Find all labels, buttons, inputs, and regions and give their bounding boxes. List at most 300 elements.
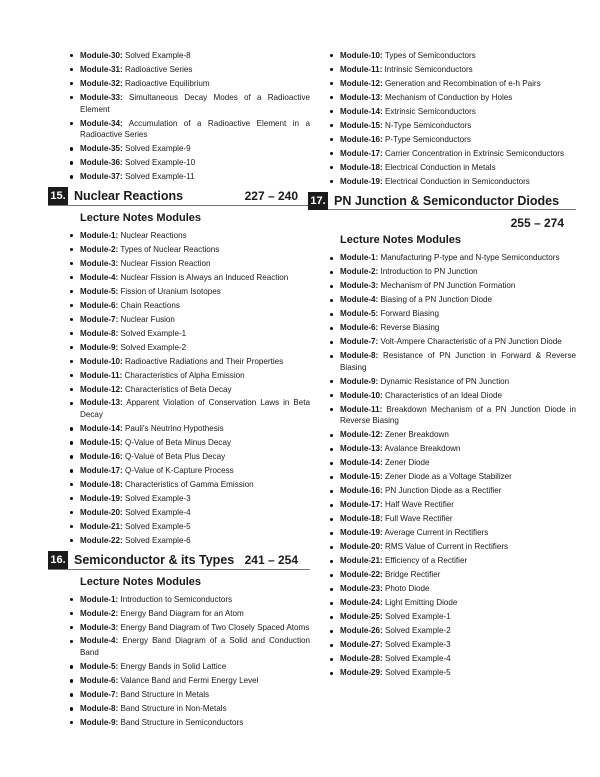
module-separator: : [380, 444, 383, 454]
module-item [48, 703, 310, 715]
module-item [48, 244, 310, 256]
module-item [308, 266, 576, 278]
module-separator: : [375, 253, 379, 263]
module-separator: : [380, 668, 383, 678]
module-separator: : [120, 507, 123, 517]
module-code: Module-10 [80, 356, 121, 366]
module-separator: : [115, 258, 119, 268]
module-list [48, 50, 310, 183]
module-code: Module-20 [80, 507, 121, 517]
module-separator: : [120, 384, 123, 394]
module-code: Module-17 [340, 148, 381, 158]
module-text: Band Structure in Semiconductors [120, 718, 244, 727]
module-text: Introduction to Semiconductors [120, 594, 233, 604]
module-item [308, 308, 576, 320]
module-separator: : [375, 351, 379, 361]
module-item [48, 594, 310, 606]
module-code: Module-11 [340, 404, 380, 414]
module-item [308, 92, 576, 104]
module-text: Average Current in Rectifiers [384, 528, 489, 538]
module-item [48, 479, 310, 491]
module-separator: : [380, 570, 383, 580]
module-separator: : [380, 514, 383, 524]
module-item [48, 717, 310, 729]
module-item [308, 667, 576, 679]
chapter-title: Semiconductor & its Types [74, 553, 235, 568]
module-item [308, 404, 576, 427]
module-separator: : [380, 92, 383, 102]
module-code: Module-7 [340, 337, 376, 347]
module-item [308, 50, 576, 62]
module-item [48, 328, 310, 340]
module-separator: : [375, 337, 379, 347]
module-text: Mechanism of Conduction by Holes [384, 92, 513, 102]
module-item [308, 653, 576, 665]
module-text: Characteristics of Gamma Emission [124, 480, 254, 489]
module-item [308, 471, 576, 483]
module-code: Module-13 [340, 444, 381, 454]
module-text: Characteristics of Alpha Emission [124, 370, 245, 380]
module-separator: : [380, 486, 383, 496]
module-text: RMS Value of Current in Rectifiers [384, 542, 509, 552]
module-item [308, 280, 576, 292]
module-text: Band Structure in Metals [120, 690, 210, 700]
module-item [308, 597, 576, 609]
module-separator: : [115, 272, 119, 282]
module-code: Module-28 [340, 654, 381, 664]
module-separator: : [115, 244, 119, 254]
module-item [308, 639, 576, 651]
module-text: Light Emitting Diode [384, 598, 458, 608]
module-separator: : [380, 472, 383, 482]
module-text: Nuclear Reactions [120, 230, 187, 240]
module-code: Module-18 [340, 514, 381, 524]
module-separator: : [379, 404, 383, 414]
module-text: Carrier Concentration in Extrinsic Semiconductors [384, 148, 565, 158]
module-separator: : [375, 376, 379, 386]
module-item [308, 390, 576, 402]
module-text: Pauli's Neutrino Hypothesis [124, 424, 224, 434]
module-item [48, 272, 310, 284]
module-separator: : [120, 64, 123, 74]
module-list [48, 230, 310, 547]
module-text: Solved Example-3 [384, 640, 451, 650]
module-code: Module-8 [80, 328, 116, 338]
module-separator: : [120, 158, 123, 168]
module-code: Module-2 [80, 608, 116, 618]
module-list [308, 252, 576, 678]
module-code: Module-3 [80, 258, 116, 268]
module-code: Module-16 [340, 486, 381, 496]
module-item [48, 314, 310, 326]
right-column [308, 50, 576, 681]
module-item [48, 493, 310, 505]
module-text: Solved Example-5 [384, 668, 451, 678]
module-text: Energy Bands in Solid Lattice [120, 662, 227, 672]
chapter-title: PN Junction & Semiconductor Diodes [334, 193, 560, 208]
module-code: Module-9 [340, 376, 376, 386]
module-separator: : [120, 466, 123, 476]
module-item [308, 499, 576, 511]
module-code: Module-12 [340, 78, 381, 88]
module-separator: : [115, 662, 119, 672]
module-text: Energy Band Diagram of a Solid and Conduction Band [80, 636, 311, 658]
module-separator: : [380, 584, 383, 594]
module-separator: : [115, 690, 119, 700]
module-item [308, 148, 576, 160]
module-item [48, 521, 310, 533]
module-separator: : [380, 500, 383, 510]
chapter-heading [48, 552, 310, 570]
module-text: Volt-Ampere Characteristic of a PN Junction Diode [380, 337, 562, 347]
module-item [308, 134, 576, 146]
module-text: Characteristics of Beta Decay [124, 384, 232, 394]
module-code: Module-3 [340, 281, 376, 291]
module-text: Nuclear Fission Reaction [120, 258, 211, 268]
module-item [48, 661, 310, 673]
module-separator: : [380, 120, 383, 130]
module-item [48, 286, 310, 298]
module-code: Module-33 [80, 92, 121, 102]
module-separator: : [380, 542, 383, 552]
module-text: Solved Example-1 [384, 612, 451, 622]
module-code: Module-15 [80, 438, 121, 448]
module-item [48, 622, 310, 634]
module-code: Module-8 [340, 351, 376, 361]
module-item [48, 635, 310, 658]
module-separator: : [375, 267, 379, 277]
module-text: Introduction to PN Junction [380, 267, 478, 277]
module-text: Breakdown Mechanism of a PN Junction Diode in Reverse Biasing [340, 404, 577, 426]
module-code: Module-1 [80, 230, 116, 240]
module-code: Module-10 [340, 390, 381, 400]
module-text: Characteristics of an Ideal Diode [384, 390, 502, 400]
module-item [48, 535, 310, 547]
module-item [308, 294, 576, 306]
module-item [308, 485, 576, 497]
module-item [48, 78, 310, 90]
module-separator: : [120, 438, 123, 448]
module-separator: : [380, 148, 383, 158]
module-item [48, 608, 310, 620]
module-code: Module-13 [340, 92, 381, 102]
module-code: Module-8 [80, 704, 116, 714]
module-code: Module-26 [340, 626, 381, 636]
module-separator: : [380, 458, 383, 468]
module-text: Solved Example-8 [124, 51, 191, 60]
module-text: Solved Example-2 [384, 626, 451, 636]
module-code: Module-22 [340, 570, 381, 580]
module-code: Module-34 [80, 118, 121, 128]
module-text: Energy Band Diagram of Two Closely Spaced Atoms [120, 622, 310, 632]
module-separator: : [115, 342, 119, 352]
module-text: Half Wave Rectifier [384, 500, 454, 510]
module-code: Module-19 [340, 528, 381, 538]
module-code: Module-5 [80, 286, 116, 296]
module-item [48, 397, 310, 420]
module-code: Module-6 [80, 300, 116, 310]
chapter-heading [48, 188, 310, 206]
module-text: Resistance of PN Junction in Forward & Reverse Biasing [340, 351, 576, 372]
module-text: Nuclear Fusion [120, 314, 175, 324]
module-item [48, 230, 310, 242]
module-code: Module-32 [80, 78, 121, 88]
module-separator: : [380, 162, 383, 172]
module-item [308, 336, 576, 348]
module-code: Module-15 [340, 472, 381, 482]
module-separator: : [380, 640, 383, 650]
module-item [308, 625, 576, 637]
module-code: Module-18 [340, 162, 381, 172]
chapter-number: 16. [48, 551, 68, 569]
module-text: Mechanism of PN Junction Formation [380, 281, 516, 291]
module-item [308, 611, 576, 623]
module-separator: : [380, 612, 383, 622]
module-item [48, 384, 310, 396]
chapter-pages: 255 – 274 [510, 216, 564, 231]
module-text: Intrinsic Semiconductors [384, 64, 473, 74]
module-separator: : [120, 51, 123, 60]
module-code: Module-23 [340, 584, 381, 594]
module-text: Fission of Uranium Isotopes [120, 286, 221, 296]
module-text: Solved Example-6 [124, 535, 191, 545]
chapter-pages: 227 – 240 [244, 189, 298, 204]
module-text: Radioactive Equilibrium [124, 78, 210, 88]
module-code: Module-19 [80, 493, 121, 503]
module-code: Module-17 [80, 466, 121, 476]
module-list [48, 594, 310, 729]
module-text: Chain Reactions [120, 300, 180, 310]
module-code: Module-4 [80, 636, 116, 646]
module-code: Module-24 [340, 598, 381, 608]
module-separator: : [379, 64, 383, 74]
module-separator: : [380, 134, 383, 144]
module-separator: : [120, 398, 123, 408]
module-separator: : [115, 636, 119, 646]
module-code: Module-13 [80, 398, 121, 408]
module-text: Simultaneous Decay Modes of a Radioactive Element [80, 92, 311, 114]
module-text: Radioactive Radiations and Their Properties [124, 356, 284, 366]
module-separator: : [120, 92, 123, 102]
module-separator: : [380, 390, 383, 400]
module-code: Module-9 [80, 718, 116, 727]
module-item [48, 465, 310, 477]
module-item [48, 370, 310, 382]
module-separator: : [380, 51, 383, 60]
module-code: Module-21 [80, 521, 121, 531]
module-separator: : [120, 78, 123, 88]
module-code: Module-36 [80, 158, 121, 168]
lecture-notes-heading: Lecture Notes Modules [80, 211, 202, 224]
module-code: Module-16 [80, 452, 121, 462]
module-item [48, 437, 310, 449]
module-code: Module-6 [80, 676, 116, 686]
module-item [48, 171, 310, 183]
module-separator: : [120, 118, 123, 128]
module-text: Solved Example-10 [124, 158, 196, 168]
module-code: Module-4 [340, 295, 376, 305]
module-code: Module-1 [340, 253, 376, 263]
module-text: Energy Band Diagram for an Atom [120, 608, 244, 618]
module-code: Module-4 [80, 272, 116, 282]
module-item [308, 322, 576, 334]
module-separator: : [115, 286, 119, 296]
module-separator: : [380, 78, 383, 88]
module-text: Radioactive Series [124, 64, 193, 74]
module-item [48, 157, 310, 169]
module-separator: : [380, 528, 383, 538]
module-separator: : [375, 295, 379, 305]
module-code: Module-29 [340, 668, 381, 678]
module-text: Full Wave Rectifier [384, 514, 453, 524]
module-item [48, 92, 310, 115]
module-text: Q-Value of Beta Minus Decay [124, 438, 232, 448]
module-separator: : [375, 309, 379, 319]
module-code: Module-25 [340, 612, 381, 622]
module-item [48, 300, 310, 312]
module-item [308, 106, 576, 118]
module-item [308, 252, 576, 264]
module-separator: : [120, 452, 123, 462]
module-code: Module-9 [80, 342, 116, 352]
module-text: Bridge Rectifier [384, 570, 441, 580]
module-text: Efficiency of a Rectifier [384, 556, 468, 566]
lecture-notes-heading: Lecture Notes Modules [340, 234, 462, 247]
module-separator: : [119, 370, 123, 380]
module-separator: : [115, 594, 119, 604]
module-code: Module-12 [340, 430, 381, 440]
module-code: Module-6 [340, 323, 376, 333]
module-item [308, 120, 576, 132]
module-text: Solved Example-1 [120, 328, 187, 338]
module-item [48, 258, 310, 270]
module-code: Module-27 [340, 640, 381, 650]
module-code: Module-35 [80, 144, 121, 154]
module-list [308, 50, 576, 187]
module-code: Module-11 [340, 64, 380, 74]
chapter-title: Nuclear Reactions [74, 189, 184, 204]
module-text: Solved Example-9 [124, 144, 191, 154]
module-item [308, 457, 576, 469]
module-separator: : [380, 626, 383, 636]
module-item [48, 675, 310, 687]
module-separator: : [380, 430, 383, 440]
module-code: Module-16 [340, 134, 381, 144]
module-item [308, 527, 576, 539]
module-separator: : [375, 323, 379, 333]
module-separator: : [380, 106, 383, 116]
module-text: Forward Biasing [380, 309, 439, 319]
module-item [48, 356, 310, 368]
module-text: Solved Example-11 [124, 172, 195, 182]
module-separator: : [120, 424, 123, 434]
module-item [308, 555, 576, 567]
module-code: Module-17 [340, 500, 381, 510]
module-text: Solved Example-2 [120, 342, 187, 352]
module-text: Apparent Violation of Conservation Laws in Beta Decay [80, 398, 310, 420]
module-item [308, 64, 576, 76]
module-separator: : [115, 718, 119, 727]
module-item [308, 176, 576, 188]
module-text: Accumulation of a Radioactive Element in a Radioactive Series [80, 118, 310, 140]
module-separator: : [115, 608, 119, 618]
module-text: Electrical Conduction in Semiconductors [384, 176, 530, 186]
module-item [308, 513, 576, 525]
module-text: Reverse Biasing [380, 323, 440, 333]
module-separator: : [120, 521, 123, 531]
module-separator: : [120, 480, 123, 489]
module-item [48, 451, 310, 463]
module-text: Zener Diode [384, 458, 430, 468]
module-item [308, 583, 576, 595]
module-code: Module-14 [80, 424, 121, 434]
module-item [48, 64, 310, 76]
module-code: Module-7 [80, 690, 116, 700]
module-code: Module-15 [340, 120, 381, 130]
module-text: Types of Nuclear Reactions [120, 244, 220, 254]
module-text: Zener Breakdown [384, 430, 449, 440]
module-text: Generation and Recombination of e-h Pairs [384, 78, 541, 88]
module-code: Module-1 [80, 594, 116, 604]
chapter-number: 15. [48, 187, 68, 205]
module-text: Manufacturing P-type and N-type Semiconductors [380, 253, 560, 263]
chapter-number: 17. [308, 192, 328, 210]
module-item [48, 143, 310, 155]
module-text: Solved Example-4 [124, 507, 191, 517]
module-item [48, 423, 310, 435]
module-separator: : [120, 172, 123, 182]
module-code: Module-20 [340, 542, 381, 552]
module-separator: : [115, 622, 119, 632]
module-text: Dynamic Resistance of PN Junction [380, 376, 510, 386]
chapter-heading [308, 192, 576, 210]
module-code: Module-19 [340, 176, 381, 186]
chapter-pages: 241 – 254 [244, 553, 298, 568]
module-item [308, 541, 576, 553]
module-text: Electrical Conduction in Metals [384, 162, 496, 172]
module-item [48, 118, 310, 141]
module-code: Module-21 [340, 556, 381, 566]
module-text: Photo Diode [384, 584, 430, 594]
module-separator: : [120, 356, 123, 366]
module-text: Nuclear Fission is Always an Induced Reaction [120, 272, 289, 282]
module-separator: : [115, 676, 119, 686]
module-text: Q-Value of K-Capture Process [124, 466, 234, 476]
module-text: Biasing of a PN Junction Diode [380, 295, 493, 305]
lecture-notes-heading: Lecture Notes Modules [80, 575, 202, 588]
module-separator: : [380, 176, 383, 186]
module-text: Solved Example-4 [384, 654, 451, 664]
module-item [308, 162, 576, 174]
module-text: Band Structure in Non-Metals [120, 704, 227, 714]
module-code: Module-18 [80, 480, 121, 489]
module-item [48, 342, 310, 354]
module-code: Module-11 [80, 370, 120, 380]
left-column [48, 50, 310, 731]
module-separator: : [115, 300, 119, 310]
module-item [308, 443, 576, 455]
module-item [308, 350, 576, 373]
module-separator: : [115, 704, 119, 714]
module-text: Q-Value of Beta Plus Decay [124, 452, 226, 462]
module-text: Types of Semiconductors [384, 51, 476, 60]
module-separator: : [120, 144, 123, 154]
module-item [308, 78, 576, 90]
module-text: Solved Example-5 [124, 521, 191, 531]
module-item [48, 689, 310, 701]
module-text: Avalance Breakdown [384, 444, 461, 454]
module-code: Module-5 [80, 662, 116, 672]
